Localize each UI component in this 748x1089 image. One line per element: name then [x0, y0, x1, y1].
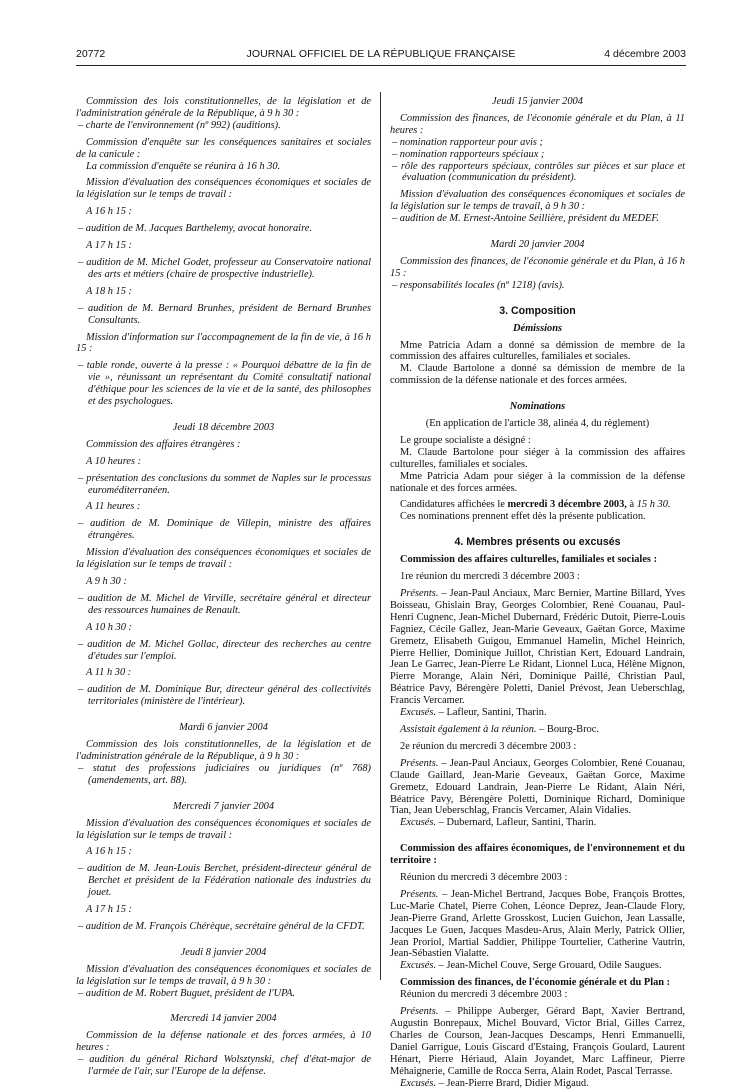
agenda-item: – responsabilités locales (nº 1218) (avis).: [392, 279, 565, 291]
commission-heading: Commission de la défense nationale et des forces armées, à 10 heures :: [76, 1030, 371, 1054]
commission-heading: Mission d'évaluation des conséquences économiques et sociales de la législation sur le temps de travail, à 9 h 30 :: [390, 189, 685, 213]
paragraph: M. Claude Bartolone a donné sa démission de membre de la commission de la défense nationale et des forces armées.: [390, 363, 685, 387]
agenda-item: – rôle des rapporteurs spéciaux, contrôles sur pièces et sur place et évaluation (communication du président).: [392, 160, 685, 184]
present-list: [390, 758, 685, 818]
commission-title: Commission des affaires économiques, de l'environnement et du territoire :: [390, 843, 685, 867]
meeting-label: Réunion du mercredi 3 décembre 2003 :: [400, 872, 568, 884]
commission-heading: Mission d'information sur l'accompagnement de la fin de vie, à 16 h 15 :: [76, 331, 371, 355]
time-label: A 16 h 15 :: [86, 846, 132, 858]
presents-label: Présents.: [400, 588, 439, 599]
time: 15 h 30.: [636, 499, 671, 511]
excuses-label: Excusés.: [400, 1077, 437, 1089]
right-column: [390, 96, 685, 1089]
paragraph: Le groupe socialiste a désigné :: [400, 434, 531, 446]
excused-list: [390, 1078, 685, 1089]
subsection-demissions: Démissions: [512, 322, 563, 334]
excuses-label: Excusés.: [400, 960, 437, 972]
commission-heading: Mission d'évaluation des conséquences économiques et sociales de la législation sur le temps de travail :: [76, 177, 371, 201]
agenda-item: – audition de M. Ernest-Antoine Seillière, président du MEDEF.: [392, 213, 659, 225]
agenda-item: – charte de l'environnement (nº 992) (auditions).: [78, 119, 281, 131]
assistait-label: Assistait également à la réunion.: [400, 723, 537, 735]
presents-label: Présents.: [400, 757, 439, 769]
section-title-composition: 3. Composition: [499, 304, 576, 317]
date-heading: Mardi 20 janvier 2004: [490, 239, 585, 251]
agenda-item: – audition de M. Dominique de Villepin, ministre des affaires étrangères.: [78, 518, 371, 542]
paragraph: Mme Patricia Adam pour siéger à la commission de la défense nationale et des forces armées.: [390, 470, 685, 494]
time-label: A 16 h 15 :: [86, 206, 132, 218]
left-column: [76, 96, 371, 1078]
paragraph: Ces nominations prennent effet dès la présente publication.: [400, 511, 646, 523]
date-heading: Jeudi 18 décembre 2003: [172, 421, 275, 433]
presents-names: – Jean-Paul Anciaux, Marc Bernier, Martine Billard, Yves Boisseau, Ghislain Bray, Georges Colombier, René Couanau, Paul-Henri Cugnenc, Jean-Michel Dubernard, Frédéric Dutoit, Pierre-Louis Fagniez, Cécile Gallez, Jean-Marie Geveaux, Gaëtan Gorce, Maxime Gremetz, Elisabeth Guigou, Emmanuel Hamelin, Michel Heinrich, Pierre Hellier, Dominique Juillot, Christian Kert, Edouard Landrain, Jean Le Garrec, Jean-Pierre Le Ridant, Lionnel Luca, Hélène Mignon, Pierre Morange, Alain Néri, Dominique Paillé, Christian Paul, Béatrice Pavy, Bérengère Poletti, Daniel Prévost, Jean Ueberschlag, Francis Vercamer.: [390, 588, 685, 707]
time-label: A 9 h 30 :: [86, 576, 127, 587]
excuses-label: Excusés.: [400, 707, 437, 719]
section-title-membres: 4. Membres présents ou excusés: [454, 536, 621, 549]
agenda-item: – statut des professions judiciaires ou juridiques (nº 768) (amendements, art. 88).: [78, 762, 371, 786]
date-heading: Jeudi 8 janvier 2004: [180, 946, 267, 958]
presents-names: – Jean-Paul Anciaux, Georges Colombier, René Couanau, Claude Gaillard, Jean-Marie Geveaux, Gaëtan Gorce, Maxime Gremetz, Edouard Landrain, Jean-Pierre Le Ridant, Alain Néri, Béatrice Pavy, Bérengère Poletti, Dominique Richard, Dominique Tian, Jean Ueberschlag, Francis Vercamer, Alain Vidalies.: [390, 757, 685, 817]
time-label: A 10 heures :: [86, 455, 142, 467]
time-label: A 11 h 30 :: [86, 667, 132, 679]
excuses-names: – Jean-Pierre Brard, Didier Migaud.: [436, 1077, 589, 1089]
page-header: [76, 48, 686, 66]
commission-heading: Commission des lois constitutionnelles, de la législation et de l'administration générale de la République, à 9 h 30 :: [76, 739, 371, 762]
issue-date: 4 décembre 2003: [604, 48, 686, 60]
time-label: A 10 h 30 :: [86, 621, 132, 633]
subsection-note: (En application de l'article 38, alinéa 4, du règlement): [425, 418, 650, 430]
presents-names: – Jean-Michel Bertrand, Jacques Bobe, François Brottes, Luc-Marie Chatel, Pierre Cohen, Léonce Deprez, Jean-Claude Flory, Jean-Pierre Grand, Arlette Grosskost, Lucien Guichon, Jean Lassalle, Jacques Le Guen, Jacques Masdeu-Arus, Alain Merly, Patrick Ollier, Jean Proriol, Martial Saddier, Philippe Tourtelier, Catherine Vautrin, Jean-Sébastien Vialatte.: [390, 888, 685, 960]
commission-title: Commission des finances, de l'économie générale et du Plan :: [400, 977, 671, 989]
meeting-label: 2e réunion du mercredi 3 décembre 2003 :: [400, 740, 577, 752]
date-heading: Mercredi 14 janvier 2004: [170, 1013, 277, 1025]
text: à: [626, 499, 637, 511]
publication-title: JOURNAL OFFICIEL DE LA RÉPUBLIQUE FRANÇAISE: [246, 48, 516, 60]
paragraph: Mme Patricia Adam a donné sa démission de membre de la commission des affaires culturelles, familiales et sociales.: [390, 339, 685, 363]
paragraph: M. Claude Bartolone pour siéger à la commission des affaires culturelles, familiales et sociales.: [390, 446, 685, 470]
column-divider: [380, 92, 381, 980]
attending-list: [390, 724, 685, 736]
excused-list: [390, 960, 685, 972]
excuses-names: – Lafleur, Santini, Tharin.: [436, 707, 547, 719]
excuses-names: – Jean-Michel Couve, Serge Grouard, Odile Saugues.: [436, 960, 662, 972]
agenda-item: – audition de M. François Chérèque, secrétaire général de la CFDT.: [78, 920, 365, 932]
commission-heading: Mission d'évaluation des conséquences économiques et sociales de la législation sur le temps de travail, à 9 h 30 :: [76, 963, 371, 987]
journal-page: [76, 48, 686, 1089]
commission-heading: Commission des finances, de l'économie générale et du Plan, à 16 h 15 :: [390, 255, 685, 279]
agenda-item: – audition du général Richard Wolsztynski, chef d'état-major de l'armée de l'air, sur l'Europe de la défense.: [78, 1054, 371, 1078]
date-heading: Jeudi 15 janvier 2004: [492, 96, 583, 107]
presents-label: Présents.: [400, 888, 439, 900]
agenda-item: – audition de M. Robert Buguet, président de l'UPA.: [78, 987, 296, 999]
bold-date: mercredi 3 décembre 2003,: [507, 499, 627, 511]
agenda-item: – audition de M. Bernard Brunhes, président de Bernard Brunhes Consultants.: [78, 302, 371, 326]
excuses-label: Excusés.: [400, 817, 437, 829]
commission-heading: Commission des lois constitutionnelles, de la législation et de l'administration générale de la République, à 9 h 30 :: [76, 96, 371, 119]
agenda-item: – audition de M. Jean-Louis Berchet, président-directeur général de Berchet et président de la Fédération nationale des industries du jouet.: [78, 863, 371, 899]
candidatures-line: [390, 499, 685, 511]
meeting-label: Réunion du mercredi 3 décembre 2003 :: [400, 989, 568, 1001]
commission-heading: Commission des finances, de l'économie générale et du Plan, à 11 heures :: [390, 112, 685, 136]
agenda-item: – nomination rapporteur pour avis ;: [392, 136, 543, 148]
text: Candidatures affichées le: [400, 499, 508, 511]
subsection-nominations: Nominations: [509, 401, 566, 413]
presents-names: – Philippe Auberger, Gérard Bapt, Xavier Bertrand, Augustin Bonrepaux, Michel Bouvard, Victor Brial, Gilles Carrez, Charles de Courson, Jean-Jacques Descamps, Henri Emmanuelli, Daniel Garrigue, Louis Giscard d'Estaing, François Goulard, Laurent Hénart, Pierre Hériaud, Alain Joyandet, Marc Laffineur, Pierre Méhaignerie, Camille de Rocca Serra, Alain Rodet, Pascal Terrasse.: [390, 1006, 685, 1077]
meeting-label: 1re réunion du mercredi 3 décembre 2003 :: [400, 571, 580, 583]
excuses-names: – Dubernard, Lafleur, Santini, Tharin.: [436, 817, 597, 829]
agenda-item: – audition de M. Michel Godet, professeur au Conservatoire national des arts et métiers (chaire de prospective industrielle).: [78, 256, 371, 280]
agenda-item: – présentation des conclusions du sommet de Naples sur le processus euroméditerranéen.: [78, 472, 371, 496]
commission-heading: Commission d'enquête sur les conséquences sanitaires et sociales de la canicule :: [76, 136, 371, 160]
agenda-item: – audition de M. Dominique Bur, directeur général des collectivités territoriales (ministère de l'intérieur).: [78, 684, 371, 708]
presents-label: Présents.: [400, 1006, 439, 1018]
page-number: 20772: [76, 48, 106, 60]
commission-heading: Mission d'évaluation des conséquences économiques et sociales de la législation sur le temps de travail :: [76, 817, 371, 841]
time-label: A 18 h 15 :: [86, 285, 132, 297]
assistait-names: – Bourg-Broc.: [536, 723, 599, 735]
agenda-item: – nomination rapporteurs spéciaux ;: [392, 148, 545, 160]
date-heading: Mardi 6 janvier 2004: [179, 722, 268, 734]
commission-title: Commission des affaires culturelles, familiales et sociales :: [400, 554, 658, 566]
agenda-item: – audition de M. Michel de Virville, secrétaire général et directeur des ressources humaines de Renault.: [78, 592, 371, 616]
time-label: A 17 h 15 :: [86, 904, 132, 916]
time-label: A 17 h 15 :: [86, 240, 132, 252]
time-label: A 11 heures :: [86, 501, 141, 513]
present-list: [390, 889, 685, 960]
excused-list: [390, 817, 685, 829]
commission-heading: Mission d'évaluation des conséquences économiques et sociales de la législation sur le temps de travail :: [76, 547, 371, 571]
agenda-item: – audition de M. Jacques Barthelemy, avocat honoraire.: [78, 223, 312, 235]
date-heading: Mercredi 7 janvier 2004: [172, 800, 275, 812]
agenda-note: La commission d'enquête se réunira à 16 h 30.: [86, 160, 281, 172]
present-list: [390, 588, 685, 707]
agenda-item: – audition de M. Michel Gollac, directeur des recherches au centre d'études sur l'emploi.: [78, 638, 371, 662]
commission-heading: Commission des affaires étrangères :: [86, 438, 241, 450]
agenda-item: – table ronde, ouverte à la presse : « Pourquoi débattre de la fin de vie », réunissant un représentant du Comité consultatif national d'éthique pour les sciences de la vie et de la santé, des philosophes et des psychologues.: [78, 360, 371, 408]
header-rule: [76, 65, 686, 66]
present-list: [390, 1006, 685, 1077]
excused-list: [390, 707, 685, 719]
